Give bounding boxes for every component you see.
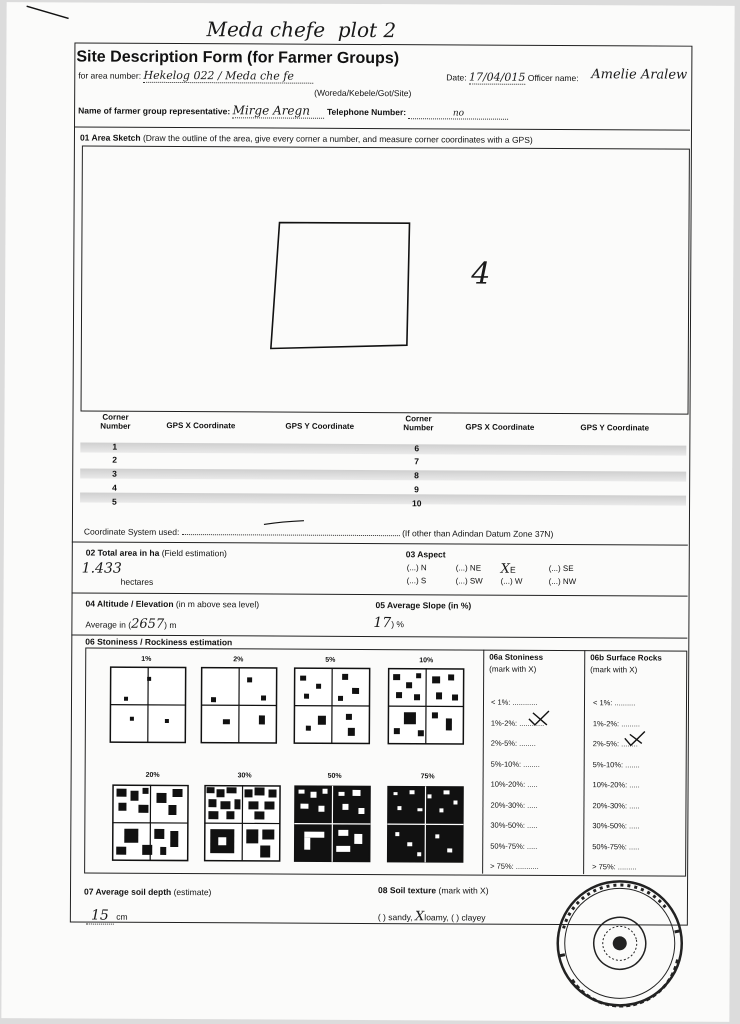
officer-value[interactable]: Amelie Aralew — [591, 67, 688, 83]
gps-corner: 2 — [112, 454, 118, 465]
slope-heading: 05 Average Slope (in %) — [375, 600, 472, 611]
officer-label: Officer name: — [527, 72, 579, 84]
aspect-option-w[interactable]: (...) W — [500, 576, 523, 586]
stoniness-heading: 06 Stoniness / Rockiness estimation — [85, 636, 233, 648]
aspect-option-e-label: E — [509, 564, 516, 575]
stoniness-b-option[interactable]: 2%-5%: ........ — [592, 739, 638, 749]
gps-corner: 5 — [112, 496, 117, 507]
pct-label: 5% — [325, 656, 336, 664]
rep-label: Name of farmer group representative: — [78, 105, 231, 117]
soil-depth-value[interactable]: 15 — [86, 908, 114, 925]
soil-depth-unit: cm — [116, 911, 128, 922]
aspect-option-s[interactable]: (...) S — [406, 576, 427, 586]
stoniness-square-6 — [204, 785, 280, 861]
stoniness-b-option[interactable]: 5%-10%: ....... — [592, 759, 640, 769]
gps-header-x-2: GPS X Coordinate — [465, 422, 535, 432]
gps-header-y-1: GPS Y Coordinate — [285, 421, 355, 431]
area-hint: (Woreda/Kebele/Got/Site) — [314, 87, 412, 99]
altitude-heading: 04 Altitude / Elevation — [85, 598, 174, 609]
sketch-heading: 01 Area Sketch — [79, 132, 141, 143]
sketch-instruction: (Draw the outline of the area, give every corner a number, and measure corner coordinates with a GPS) — [142, 132, 533, 145]
gps-corner: 3 — [112, 468, 117, 479]
form-title: Site Description Form (for Farmer Groups) — [76, 48, 400, 68]
stoniness-a-option[interactable]: > 75%: ........... — [490, 861, 539, 871]
date-label: Date: — [446, 72, 467, 83]
slope-line — [373, 615, 404, 631]
sketch-label: 4 — [471, 256, 491, 292]
soil-texture-heading: 08 Soil texture — [377, 885, 437, 896]
rep-value[interactable]: Mirge Aregn — [233, 103, 325, 118]
stoniness-square-5 — [112, 785, 188, 861]
stoniness-square-1 — [110, 667, 186, 743]
altitude-suffix: ) m — [164, 619, 177, 630]
soil-depth-heading: 07 Average soil depth — [83, 886, 172, 897]
stoniness-b-check-mark — [623, 729, 649, 747]
form-sheet — [1, 2, 734, 1022]
pct-label: 10% — [419, 657, 434, 665]
pct-label: 75% — [420, 773, 435, 781]
total-area-hint: (Field estimation) — [161, 547, 227, 559]
stoniness-b-list — [592, 693, 681, 878]
stoniness-a-option[interactable]: 50%-75%: ..... — [490, 841, 538, 851]
sketch-outline — [267, 218, 418, 354]
pct-label: 30% — [237, 772, 252, 780]
gps-corner: 1 — [112, 441, 118, 452]
official-stamp — [543, 877, 696, 1010]
gps-table — [80, 409, 687, 516]
stoniness-a-option[interactable]: 30%-50%: ..... — [490, 820, 538, 830]
date-value[interactable]: 17/04/015 — [468, 70, 526, 84]
pct-label: 1% — [141, 655, 152, 663]
handwritten-heading: Meda chefe plot 2 — [206, 17, 397, 43]
pct-label: 2% — [233, 656, 244, 664]
coordinate-dash — [262, 519, 312, 527]
stoniness-b-option[interactable]: 50%-75%: ..... — [592, 841, 640, 851]
soil-texture-x-mark: X — [415, 909, 425, 925]
corner-mark — [25, 2, 75, 22]
stoniness-square-3 — [294, 668, 370, 744]
soil-texture-option-clayey[interactable]: ( ) clayey — [451, 912, 486, 923]
stoniness-b-option[interactable]: < 1%: .......... — [592, 698, 636, 708]
aspect-option-se[interactable]: (...) SE — [548, 563, 574, 574]
area-value[interactable]: Hekelog 022 / Meda che fe — [143, 69, 313, 84]
gps-corner: 10 — [412, 498, 422, 509]
altitude-prefix: Average in ( — [85, 619, 132, 630]
soil-depth-heading-line — [84, 887, 211, 898]
altitude-value[interactable]: 2657 — [131, 616, 165, 632]
area-label: for area number: — [78, 70, 142, 81]
gps-corner: 6 — [414, 443, 420, 454]
altitude-line — [85, 617, 176, 632]
total-area-value[interactable]: 1.433 — [81, 560, 122, 577]
coordinate-input[interactable] — [182, 534, 400, 536]
stoniness-b-option[interactable]: 30%-50%: ..... — [592, 821, 640, 831]
total-area-heading-line — [86, 548, 227, 559]
stoniness-a-option[interactable]: < 1%: ............ — [490, 697, 538, 707]
soil-texture-heading-line — [378, 885, 489, 896]
stoniness-b-option[interactable]: > 75%: ......... — [592, 862, 637, 872]
total-area-unit: hectares — [120, 576, 154, 587]
gps-header-x-1: GPS X Coordinate — [166, 420, 236, 431]
soil-texture-option-loamy[interactable]: loamy, — [424, 912, 449, 923]
stoniness-square-8 — [387, 786, 463, 862]
soil-texture-hint: (mark with X) — [438, 885, 489, 896]
stoniness-a-option[interactable]: 5%-10%: ........ — [490, 759, 540, 769]
aspect-option-ne[interactable]: (...) NE — [455, 563, 482, 573]
stoniness-b-sub: (mark with X) — [590, 665, 638, 675]
soil-texture-line — [378, 909, 486, 925]
stoniness-b-option[interactable]: 1%-2%: ......... — [592, 718, 641, 728]
aspect-option-nw[interactable]: (...) NW — [548, 576, 577, 587]
soil-depth-line — [86, 908, 128, 925]
aspect-heading: 03 Aspect — [405, 549, 446, 560]
stoniness-b-option[interactable]: 10%-20%: ..... — [592, 780, 640, 790]
gps-corner: 8 — [414, 470, 419, 481]
pct-label: 20% — [145, 771, 160, 779]
coordinate-note: (If other than Adindan Datum Zone 37N) — [402, 528, 554, 539]
soil-depth-hint: (estimate) — [173, 886, 212, 898]
stoniness-a-sub: (mark with X) — [489, 664, 537, 674]
stoniness-b-title: 06b Surface Rocks — [590, 653, 662, 663]
altitude-hint: (in m above sea level) — [175, 598, 260, 610]
altitude-heading-line — [85, 599, 259, 610]
stoniness-a-option[interactable]: 1%-2%: ............ — [490, 718, 545, 728]
aspect-option-sw[interactable]: (...) SW — [455, 576, 483, 586]
gps-corner: 9 — [414, 484, 419, 495]
gps-header-corner-2: Corner Number — [403, 414, 434, 433]
aspect-x-mark: X — [500, 561, 511, 577]
stoniness-a-check-mark — [527, 709, 553, 727]
pct-label: 50% — [327, 772, 342, 780]
coordinate-label: Coordinate System used: — [83, 526, 180, 538]
stoniness-a-option[interactable]: 2%-5%: ........ — [490, 738, 536, 748]
stoniness-a-option[interactable]: 20%-30%: ..... — [490, 800, 538, 810]
gps-header-corner-1: Corner Number — [100, 412, 131, 431]
phone-label: Telephone Number: — [326, 106, 407, 118]
gps-corner: 7 — [414, 456, 420, 467]
stoniness-b-option[interactable]: 20%-30%: ..... — [592, 800, 640, 810]
total-area-heading: 02 Total area in ha — [85, 547, 160, 558]
phone-value[interactable]: no — [408, 108, 508, 120]
slope-suffix: ) % — [391, 619, 405, 630]
slope-value[interactable]: 17 — [373, 615, 392, 632]
gps-corner: 4 — [112, 482, 117, 493]
stoniness-a-title: 06a Stoniness — [489, 652, 544, 662]
gps-header-y-2: GPS Y Coordinate — [580, 423, 650, 433]
soil-texture-option-sandy[interactable]: ( ) sandy, — [377, 912, 413, 923]
aspect-option-e[interactable] — [501, 562, 516, 577]
stoniness-a-option[interactable]: 10%-20%: ..... — [490, 779, 538, 789]
stoniness-square-7 — [294, 786, 370, 862]
aspect-option-n[interactable]: (...) N — [406, 563, 427, 573]
stoniness-square-4 — [388, 668, 464, 744]
stoniness-square-2 — [201, 667, 277, 743]
